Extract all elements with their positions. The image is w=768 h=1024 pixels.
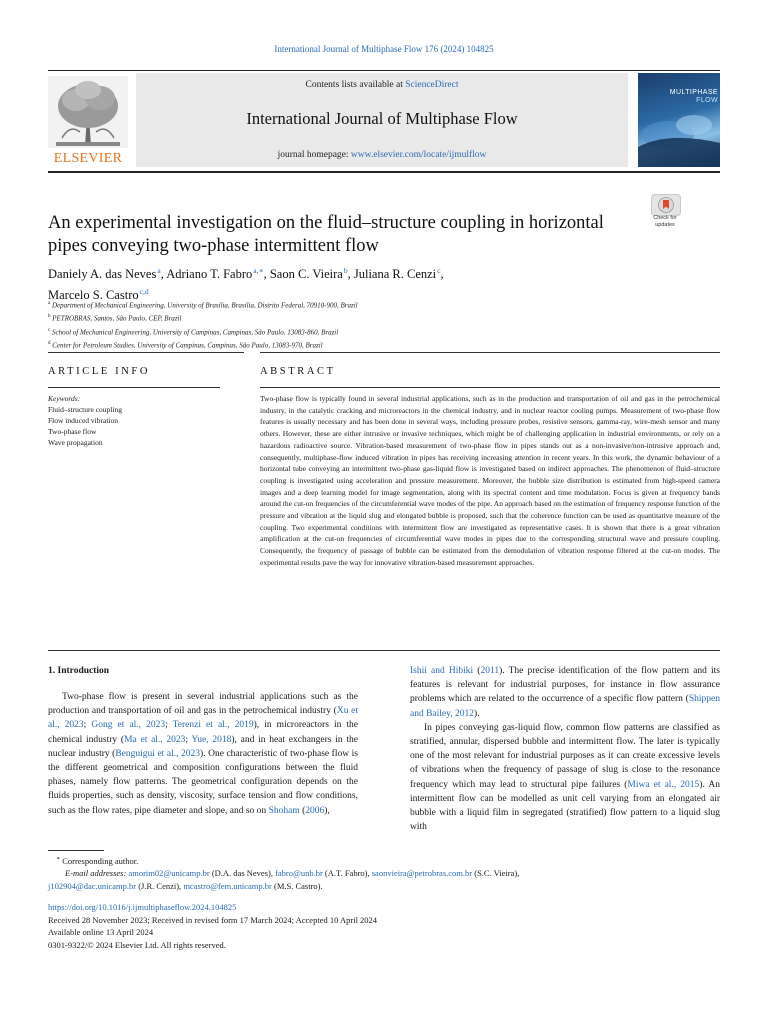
abstract-bottom-rule [48,650,720,651]
abstract-top-rule [260,352,720,353]
affiliation [48,298,648,311]
intro-paragraph [48,690,358,818]
email-link[interactable]: saonvieira@petrobras.com.br [371,868,473,879]
citation-link[interactable]: Shippen and Bailey, 2012 [410,694,720,719]
affiliation-marker: a [48,301,51,306]
author-affiliation-marker[interactable]: a,∗ [253,266,264,275]
corresponding-text: Corresponding author. [62,855,139,866]
paragraph-text: ). One characteristic of two-phase flow is the different geometrical and composition configurations between the fluid phases, namely flow patterns. The geometrical configuration depends on the fluids properties, such as density, viscosity, surface tension and flow conditions, such as the flow rates, pipe diameter and slope, and so on [48,748,358,816]
citation-link[interactable]: Terenzi et al., 2019 [172,720,254,731]
citation-link[interactable]: Shoham [268,805,300,816]
keyword: Two-phase flow [48,427,97,436]
cover-title-line1: MULTIPHASE [669,89,718,96]
author-affiliation-marker[interactable]: c,d [139,287,149,297]
paragraph-text: ; [83,720,92,731]
abstract-text: Two-phase flow is typically found in several industrial applications, such as in the production and transportation of oil and gas in the petrochemical industry, in the catalytic cracking and microreactors in the chemical industry, and in nuclear reactor cooling pumps. Measurement of two-phase flow features is usually necessary and has been done in several ways, including pressure probes, resistive sensors, gamma-ray, wire-mesh sensor and many others. However, these are either intrusive or invasive techniques, which might be of challenging application in industrial environments, or rely on a hazardous radioactive source. Vibration-based measurement of two-phase flow in pipes stands out as a non-invasive/non-intrusive approach and, consequently, multiphase-flow induced vibration in pipes has receiving increasing attention in recent years. In this work, the dynamic behaviour of a horizontal tube conveying an intermittent two-phase gas-liquid flow is investigated based on indirect approaches. The phenomenon of fluid–structure coupling is investigated using acceleration and pressure measurement. Moreover, the bubble size distribution is estimated from high-speed camera images and a deep learning model for image segmentation, along with its spectral content and time modulation. Focus is given at frequency bands around the cut-on frequencies of the circumferential wave modes of the pipe. An approach based on the estimation of frequency response function of the pressure and vibration at the liquid slug and elongated bubble is proposed, such that the coherence function can be used as quantitative measure of the coupling. Two experimental conditions with intermittent flow are investigated as representative cases. It is shown that there is a great vibration amplification at the cut-on frequencies of circumferential wave modes in pipes due to the corresponding structural wave and pressure coupling. Consequently, the frequency of passage of bubble can be estimated from the demodulation of vibration response filtered at the cut-on modes. The experimental results pave the way for innovative vibration-based measurement approaches. [260,394,720,567]
homepage-link[interactable]: www.elsevier.com/locate/ijmulflow [350,150,487,160]
paragraph-text: ). An intermittent flow can be modelled as unit cell varying from an elongated air bubble with a liquid film in segregated (stratified) flow pattern to a liquid slug with [410,779,720,833]
citation-link[interactable]: Miwa et al., 2015 [627,779,700,790]
bookmark-icon [652,195,680,215]
intro-paragraph [410,664,720,721]
paragraph-text: In pipes conveying gas-liquid flow, common flow patterns are classified as stratified, annular, dispersed bubble and intermittent flow. The later is typically one of the most relevant for industrial purposes as it can create excessive levels of vibrations when the frequency of passage of slug is close to the resonance frequency which may lead to structural pipe failures ( [410,722,720,790]
email-link[interactable]: mcastro@fem.unicamp.br [183,880,272,891]
cover-title [642,89,718,105]
paragraph-text: ( [473,666,481,676]
email-owner: (J.R. Cenzi), [136,880,184,891]
affiliation [48,325,648,338]
author-affiliation-marker[interactable]: c [437,266,441,275]
paragraph-text: ). The precise identification of the flow pattern and its features is relevant for industrial purposes, for instance in flow assurance problems which are related to the occurrence of a specific flow pattern ( [410,666,720,705]
check-for-updates-line2: updates [655,221,675,228]
citation-link[interactable]: Gong et al., 2023 [91,720,166,731]
paragraph-text: ( [299,805,306,816]
email-owner: (A.T. Fabro), [322,868,372,879]
citation-link[interactable]: Ishii and Hibiki [410,666,474,676]
journal-cover-image [638,73,720,167]
paragraph-text: ), [324,805,330,816]
intro-right-column [410,664,720,834]
article-title-line2: pipes conveying two-phase intermittent flow [48,236,379,256]
keyword: Fluid–structure coupling [48,405,122,414]
check-for-updates-label [644,215,686,228]
author-name: Juliana R. Cenzi [353,267,437,282]
author-affiliation-marker[interactable]: a [157,266,161,275]
citation-link[interactable]: Benguigui et al., 2023 [115,748,201,759]
keyword: Flow induced vibration [48,416,118,425]
author-name: Saon C. Vieira [269,267,343,282]
cover-title-line2: FLOW [696,97,718,104]
affiliation-marker: b [48,314,51,320]
affiliation [48,311,648,324]
author-affiliation-marker[interactable]: b [343,266,348,275]
copyright: 0301-9322/© 2024 Elsevier Ltd. All rights reserved. [48,939,226,950]
journal-title: International Journal of Multiphase Flow [246,109,518,128]
abstract-heading: ABSTRACT [260,366,336,377]
publisher-name: ELSEVIER [53,151,123,166]
article-info-top-rule [48,352,244,353]
affiliation-text: Department of Mechanical Engineering, University of Brasília, Brasília, Distrito Federal, 70910-900, Brazil [51,301,358,310]
asterisk-mark: ∗ [56,856,61,862]
online-date: Available online 13 April 2024 [48,927,154,938]
intro-paragraph [410,721,720,835]
author-list: Daniely A. das Neves $^a$, Adriano T. Fabro $^{a,∗}$, Saon C. Vieira $^b$, Juliana R. Cenzi $^c$, Marcelo S. Castro $^{c,d}$ [48,266,444,303]
keyword: Wave propagation [48,438,103,447]
paragraph-text: ; [185,734,192,745]
paragraph-text: ; [165,720,173,731]
email-label: E-mail addresses: [65,868,127,879]
homepage-prefix: journal homepage: [277,150,351,160]
affiliation [48,338,648,351]
section-heading-introduction: 1. Introduction [48,666,110,676]
running-head[interactable]: International Journal of Multiphase Flow 176 (2024) 104825 [274,44,494,54]
email-line [48,880,720,893]
check-for-updates-badge[interactable] [651,194,681,216]
intro-left-column [48,690,358,818]
email-owner: (S.C. Vieira), [472,868,520,879]
cover-art [638,73,720,167]
sciencedirect-link[interactable]: ScienceDirect [405,80,459,90]
check-for-updates-line1: Check for [653,215,677,221]
article-title-line1: An experimental investigation on the fluid–structure coupling in horizontal [48,213,604,233]
contents-line [136,80,628,90]
footnote-rule [48,850,104,851]
keywords-label: Keywords: [48,394,81,403]
email-owner: (M.S. Castro). [271,880,323,891]
email-line [48,867,720,880]
citation-link[interactable]: 2011 [480,666,500,676]
affiliation-text: PETROBRAS, Santos, São Paulo, CEP, Brazil [52,314,182,323]
citation-link[interactable]: 2006 [305,805,325,816]
header-bottom-rule [48,171,720,173]
doi-link[interactable]: https://doi.org/10.1016/j.ijmultiphaseflow.2024.104825 [48,902,237,913]
email-link[interactable]: fabro@unb.br [275,868,323,879]
email-link[interactable]: amorim02@unicamp.br [128,868,210,879]
affiliation-text: Center for Petroleum Studies, University of Campinas, Campinas, São Paulo, 13083-970, Brazil [52,341,323,350]
contents-prefix: Contents lists available at [305,80,406,90]
citation-link[interactable]: Xu et al., 2023 [48,706,358,731]
affiliation-text: School of Mechanical Engineering, University of Campinas, Campinas, São Paulo, 13083-860, Brazil [51,327,339,336]
citation-link[interactable]: Ma et al., 2023 [124,734,186,745]
author-name: Marcelo S. Castro [48,288,139,303]
affiliations [48,298,648,351]
received-dates: Received 28 November 2023; Received in revised form 17 March 2024; Accepted 10 April 2024 [48,914,378,925]
keywords-list [48,404,122,448]
paragraph-text: Two-phase flow is present in several industrial applications such as the production and transportation of oil and gas in the petrochemical industry ( [48,692,358,717]
footnotes [48,853,720,951]
corresponding-note [48,853,720,867]
paragraph-text: ), in microreactors in the chemical industry ( [48,720,359,745]
article-info-heading: ARTICLE INFO [48,366,151,377]
author-name: Daniely A. das Neves [48,267,157,282]
author-name: Adriano T. Fabro [166,267,253,282]
header-top-rule [48,70,720,71]
abstract-rule [260,387,720,388]
email-link[interactable]: j102904@dac.unicamp.br [48,880,137,891]
article-title [48,212,638,258]
paragraph-text: ), and in heat exchangers in the nuclear industry ( [48,734,358,759]
affiliation-marker: c [48,327,51,333]
homepage-line [136,150,628,160]
paragraph-text: ). [474,708,480,719]
email-owner: (D.A. das Neves), [209,868,276,879]
citation-link[interactable]: Yue, 2018 [191,734,232,745]
article-info-rule [48,387,220,388]
affiliation-marker: d [48,340,51,346]
